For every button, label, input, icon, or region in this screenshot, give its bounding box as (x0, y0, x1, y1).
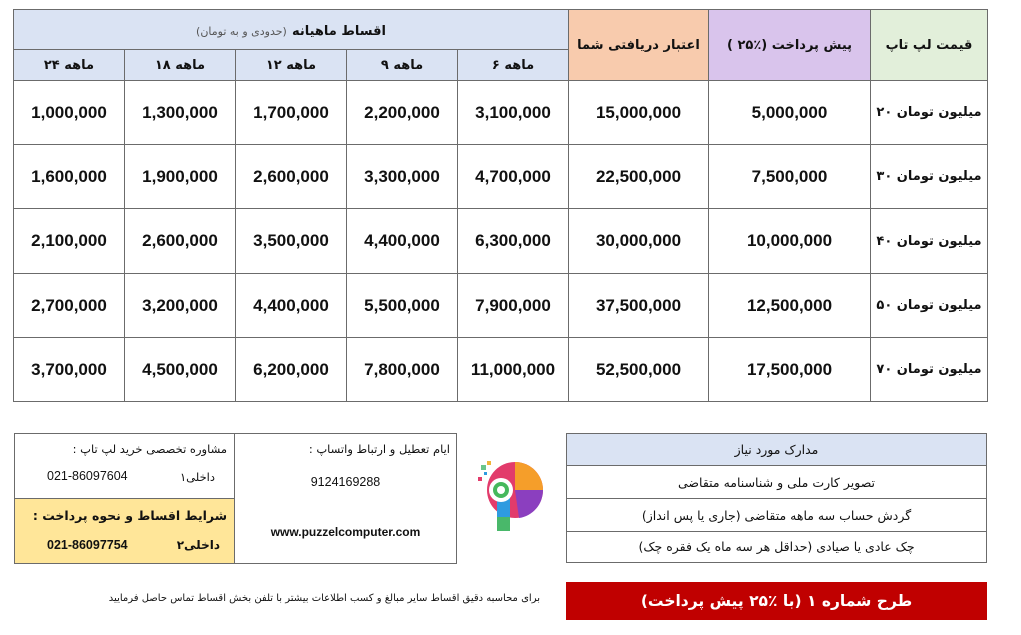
terms-phone[interactable]: 021-86097754 (47, 538, 128, 552)
cell-down-payment: 7,500,000 (709, 145, 871, 209)
cell-credit: 37,500,000 (569, 274, 709, 338)
down-payment-header: پیش پرداخت (٪۲۵ ) (709, 10, 871, 81)
cell-18m: 2,600,000 (125, 209, 236, 274)
credit-header: اعتبار دریافتی شما (569, 10, 709, 81)
cell-9m: 5,500,000 (347, 274, 458, 338)
cell-24m: 1,600,000 (14, 145, 125, 209)
cell-credit: 52,500,000 (569, 338, 709, 402)
cell-price: ۵۰ میلیون تومان (871, 274, 988, 338)
cell-down-payment: 12,500,000 (709, 274, 871, 338)
plan-banner: طرح شماره ۱ (با ٪۲۵ پیش پرداخت) (566, 582, 987, 620)
cell-24m: 3,700,000 (14, 338, 125, 402)
website-link[interactable]: www.puzzelcomputer.com (270, 525, 421, 539)
cell-18m: 1,900,000 (125, 145, 236, 209)
documents-box (566, 433, 987, 563)
month-9-header: ۹ ماهه (347, 50, 458, 81)
cell-18m: 1,300,000 (125, 81, 236, 145)
holidays-title: ایام تعطیل و ارتباط واتساپ : (308, 442, 450, 456)
contact-box (14, 433, 457, 564)
cell-price: ۲۰ میلیون تومان (871, 81, 988, 145)
cell-9m: 7,800,000 (347, 338, 458, 402)
cell-credit: 22,500,000 (569, 145, 709, 209)
table-row (14, 145, 988, 209)
cell-down-payment: 10,000,000 (709, 209, 871, 274)
cell-24m: 2,100,000 (14, 209, 125, 274)
cell-price: ۴۰ میلیون تومان (871, 209, 988, 274)
cell-12m: 6,200,000 (236, 338, 347, 402)
terms-panel (15, 499, 234, 563)
installments-header (14, 10, 569, 50)
document-item: چک عادی یا صیادی (حداقل هر سه ماه یک فقره چک) (638, 539, 915, 555)
installments-note: (حدودی و به تومان) (196, 25, 287, 38)
documents-title: مدارک مورد نیاز (567, 434, 986, 466)
cell-9m: 2,200,000 (347, 81, 458, 145)
document-item: گردش حساب سه ماهه متقاضی (جاری یا پس انداز) (567, 499, 986, 531)
installments-title: اقساط ماهیانه (291, 24, 386, 39)
cell-12m: 3,500,000 (236, 209, 347, 274)
cell-9m: 3,300,000 (347, 145, 458, 209)
cell-18m: 4,500,000 (125, 338, 236, 402)
cell-credit: 30,000,000 (569, 209, 709, 274)
month-12-header: ۱۲ ماهه (236, 50, 347, 81)
footer-note: برای محاسبه دقیق اقساط سایر مبالغ و کسب اطلاعات بیشتر با تلفن بخش اقساط تماس حاصل فرمایید (108, 593, 540, 604)
cell-6m: 7,900,000 (458, 274, 569, 338)
cell-6m: 6,300,000 (458, 209, 569, 274)
cell-credit: 15,000,000 (569, 81, 709, 145)
table-row (14, 81, 988, 145)
month-6-header: ۶ ماهه (458, 50, 569, 81)
cell-price: ۳۰ میلیون تومان (871, 145, 988, 209)
cell-6m: 4,700,000 (458, 145, 569, 209)
cell-12m: 1,700,000 (236, 81, 347, 145)
table-row (14, 209, 988, 274)
puzzel-logo (475, 457, 550, 537)
consult-title: مشاوره تخصصی خرید لپ تاپ : (72, 442, 227, 456)
cell-12m: 4,400,000 (236, 274, 347, 338)
cell-24m: 2,700,000 (14, 274, 125, 338)
cell-18m: 3,200,000 (125, 274, 236, 338)
table-row (14, 338, 988, 402)
price-header: قیمت لپ تاپ (871, 10, 988, 81)
month-18-header: ۱۸ ماهه (125, 50, 236, 81)
month-24-header: ۲۴ ماهه (14, 50, 125, 81)
cell-6m: 3,100,000 (458, 81, 569, 145)
terms-ext: داخلی۲ (176, 538, 220, 552)
cell-9m: 4,400,000 (347, 209, 458, 274)
consult-phone[interactable]: 021-86097604 (47, 469, 128, 483)
cell-12m: 2,600,000 (236, 145, 347, 209)
cell-down-payment: 17,500,000 (709, 338, 871, 402)
whatsapp-number[interactable]: 9124169288 (310, 475, 381, 489)
cell-down-payment: 5,000,000 (709, 81, 871, 145)
cell-6m: 11,000,000 (458, 338, 569, 402)
table-row (14, 274, 988, 338)
installments-table (13, 9, 988, 402)
cell-price: ۷۰ میلیون تومان (871, 338, 988, 402)
document-item: تصویر کارت ملی و شناسنامه متقاضی (567, 466, 986, 499)
cell-24m: 1,000,000 (14, 81, 125, 145)
consult-ext: داخلی۱ (179, 470, 215, 484)
terms-title: شرایط اقساط و نحوه پرداخت : (32, 508, 227, 523)
